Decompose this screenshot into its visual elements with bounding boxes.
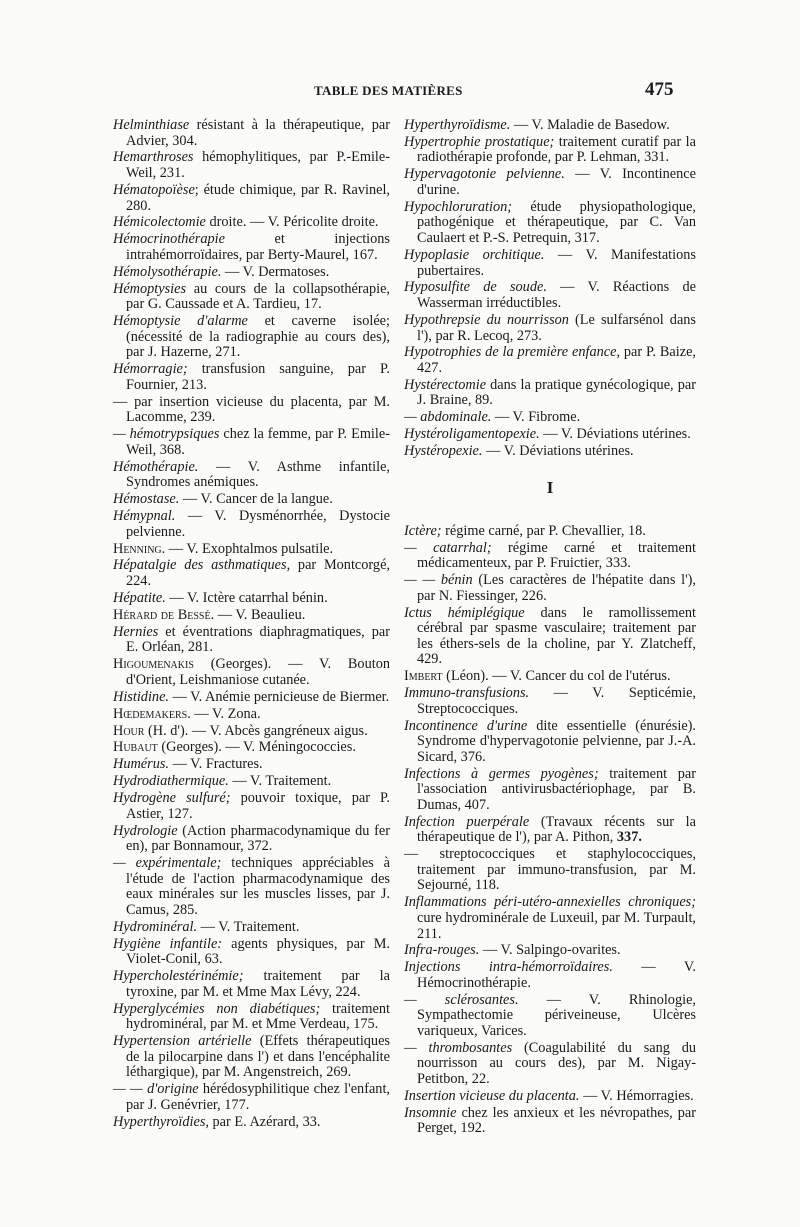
entry-text: cure hydrominérale de Luxeuil, par M. Turpault, 211.: [417, 909, 696, 942]
index-entry: [113, 427, 390, 458]
index-entry: [113, 1115, 390, 1131]
index-entry: [113, 183, 390, 214]
entry-term: Hystérectomie: [404, 376, 487, 393]
entry-term: Ictus hémiplégique: [404, 604, 525, 621]
entry-text: — V. Zona.: [190, 705, 261, 722]
index-entry: [404, 167, 696, 198]
entry-term: Infection puerpérale: [404, 813, 530, 830]
entry-term: Hypoplasie orchitique.: [404, 246, 545, 263]
entry-term: Incontinence d'urine: [404, 717, 528, 734]
index-entry: [404, 280, 696, 311]
index-entry: [113, 558, 390, 589]
entry-term: Hyposulfite de soude.: [404, 279, 547, 296]
index-entry: [113, 215, 390, 231]
entry-text: et injections intrahémorroïdaires, par Berty-Maurel, 167.: [126, 231, 390, 263]
index-entry: [113, 690, 390, 706]
entry-text: (Travaux récents sur la thérapeutique de l'), par A. Pithon,: [417, 813, 696, 846]
entry-term: Hypochloruration;: [404, 198, 513, 215]
entry-text: techniques appréciables à l'étude de l'action pharmacodynamique des eaux minérales sur les muscles lisses, par J. Camus, 285.: [126, 855, 390, 918]
entry-text: chez les anxieux et les névropathes, par Perget, 192.: [417, 1104, 696, 1137]
entry-page-bold: 337.: [616, 829, 642, 846]
entry-term: — sclérosantes.: [404, 991, 519, 1008]
entry-text: dans le ramollissement cérébral par spasme vasculaire; traitement par les éthers-sels de la choline, par Y. Zlatcheff, 429.: [417, 604, 696, 668]
entry-text: et éventrations diaphragmatiques, par E. Orléan, 281.: [126, 623, 390, 656]
entry-text: — V. Ictère catarrhal bénin.: [165, 589, 328, 606]
entry-text: résistant à la thérapeutique, par Advier, 304.: [126, 117, 390, 149]
entry-text: — V. Cancer de la langue.: [179, 491, 333, 508]
entry-text: — V. Traitement.: [197, 918, 300, 935]
entry-term: Hémicolectomie: [113, 214, 206, 231]
entry-term: Hystéroligamentopexie.: [404, 426, 540, 443]
index-entry: [404, 1041, 696, 1088]
index-entry: [404, 895, 696, 942]
entry-text: — V. Réactions de Wasserman irréductibles.: [417, 279, 696, 312]
index-entry: [113, 362, 390, 393]
entry-text: (Action pharmacodynamique du fer en), par Bonnamour, 372.: [126, 822, 390, 855]
left-column: [113, 118, 390, 1132]
index-entry: [113, 608, 390, 624]
entry-text: (Effets thérapeutiques de la pilocarpine dans l') et dans l'encéphalite léthargique), par M. Angenstreich, 269.: [126, 1033, 390, 1081]
entry-text: traitement hydrominéral, par M. et Mme Verdeau, 175.: [126, 1000, 390, 1033]
entry-text: — V. Déviations utérines.: [482, 443, 634, 460]
index-entry: [113, 232, 390, 263]
entry-term: Hour: [113, 722, 145, 739]
index-entry: [404, 378, 696, 409]
entry-text: — V. Maladie de Basedow.: [510, 117, 670, 133]
entry-term: Insertion vicieuse du placenta.: [404, 1087, 580, 1104]
entry-text: transfusion sanguine, par P. Fournier, 213.: [126, 361, 390, 393]
entry-term: Hérard de Bessé.: [113, 606, 215, 623]
entry-text: — V. Fractures.: [169, 756, 263, 773]
index-entry: [404, 993, 696, 1040]
entry-text: — streptococciques et staphylococciques, traitement par immuno-transfusion, par M. Sejourné, 118.: [404, 846, 696, 894]
index-entry: [404, 686, 696, 717]
index-entry: [404, 960, 696, 991]
entry-text: — V. Déviations utérines.: [539, 426, 691, 443]
index-entry: [404, 669, 696, 685]
index-entry: [113, 395, 390, 426]
entry-term: Hygiène infantile:: [113, 935, 223, 952]
entry-term: Hépatite.: [113, 589, 166, 606]
index-entry: [404, 444, 696, 460]
index-entry: [404, 1106, 696, 1137]
entry-term: Hydrodiathermique.: [113, 773, 229, 790]
index-entry: [113, 460, 390, 491]
entry-term: Hœdemakers.: [113, 705, 191, 722]
index-entry: [404, 524, 696, 540]
entry-term: Hubaut: [113, 739, 158, 756]
entry-text: par Montcorgé, 224.: [126, 557, 390, 590]
entry-text: régime carné et traitement médicamenteux, par P. Fruictier, 333.: [417, 539, 696, 572]
index-entry: [404, 541, 696, 572]
entry-text: (Le sulfarsénol dans l'), par R. Lecoq, 273.: [417, 311, 696, 344]
entry-text: — V. Fibrome.: [491, 409, 581, 426]
index-entry: [113, 118, 390, 149]
entry-term: Helminthiase: [113, 117, 190, 133]
entry-text: chez la femme, par P. Emile-Weil, 368.: [126, 426, 390, 458]
entry-term: Hépatalgie des asthmatiques,: [113, 557, 291, 574]
entry-text: agents physiques, par M. Violet-Conil, 63.: [126, 935, 391, 968]
index-entry: [113, 920, 390, 936]
index-entry: [404, 427, 696, 443]
entry-text: (Les caractères de l'hépatite dans l'), par N. Fiessinger, 226.: [417, 572, 696, 604]
entry-text: traitement par la tyroxine, par M. et Mme Max Lévy, 224.: [126, 968, 390, 1000]
entry-term: Infections à germes pyogènes;: [404, 765, 599, 782]
entry-term: Ictère;: [404, 522, 442, 539]
entry-term: Hernies: [113, 623, 159, 640]
entry-text: — V. Dermatoses.: [221, 263, 330, 280]
entry-term: Hydrominéral.: [113, 918, 198, 935]
index-entry: [113, 591, 390, 607]
entry-term: Hématopoïèse: [113, 181, 195, 198]
entry-text: — V. Beaulieu.: [214, 606, 306, 623]
index-entry: [404, 767, 696, 814]
entry-term: Hypervagotonie pelvienne.: [404, 166, 565, 183]
index-entry: [113, 724, 390, 740]
entry-term: Hyperthyroïdisme.: [404, 117, 511, 133]
index-entry: [113, 492, 390, 508]
entry-text: et caverne isolée; (nécessité de la radiographie au cours des), par J. Hazerne, 271.: [126, 313, 390, 361]
entry-text: ; étude chimique, par R. Ravinel, 280.: [126, 181, 390, 214]
entry-text: hérédosyphilitique chez l'enfant, par J. Genévrier, 177.: [126, 1081, 390, 1113]
index-entry: [113, 265, 390, 281]
entry-term: Hyperthyroïdies,: [113, 1113, 209, 1130]
entry-term: Hémoptysie d'alarme: [113, 313, 248, 330]
entry-term: Humérus.: [113, 756, 169, 773]
entry-term: Hydrogène sulfuré;: [113, 790, 231, 807]
index-entry: [113, 937, 390, 968]
entry-text: — V. Hémocrinothérapie.: [417, 959, 696, 991]
entry-term: Hémolysothérapie.: [113, 263, 222, 280]
entry-term: Hypertrophie prostatique;: [404, 133, 555, 150]
entry-text: — V. Anémie pernicieuse de Biermer.: [169, 688, 390, 705]
page-number: 475: [645, 79, 674, 100]
entry-text: — V. Manifestations pubertaires.: [417, 246, 696, 279]
entry-text: hémophylitiques, par P.-Emile-Weil, 231.: [126, 149, 390, 182]
entry-text: par P. Baize, 427.: [417, 344, 696, 376]
entry-text: pouvoir toxique, par P. Astier, 127.: [126, 790, 390, 822]
entry-term: Inflammations péri-utéro-annexielles chroniques;: [404, 894, 696, 911]
index-entry: [404, 135, 696, 166]
right-column-h-entries: [404, 118, 696, 460]
entry-text: traitement par l'association antivirusbactériophage, par B. Dumas, 407.: [417, 765, 697, 813]
entry-term: — hémotrypsiques: [113, 426, 220, 443]
index-entry: [404, 573, 696, 604]
entry-term: — catarrhal;: [404, 539, 492, 556]
entry-term: Hypotrophies de la première enfance,: [404, 344, 621, 361]
index-entry: [113, 791, 390, 822]
entry-term: Hydrologie: [113, 822, 178, 839]
running-head-title: TABLE DES MATIÈRES: [314, 83, 463, 98]
entry-text: (Léon). — V. Cancer du col de l'utérus.: [442, 668, 671, 685]
entry-term: Hypertension artérielle: [113, 1033, 252, 1050]
index-entry: [113, 1002, 390, 1033]
index-entry: [113, 282, 390, 313]
entry-text: (H. d'). — V. Abcès gangréneux aigus.: [144, 722, 368, 739]
index-entry: [113, 856, 390, 918]
entry-term: Hemarthroses: [113, 149, 194, 166]
entry-term: Hyperglycémies non diabétiques;: [113, 1000, 321, 1017]
entry-term: Insomnie: [404, 1104, 457, 1121]
entry-term: Immuno-transfusions.: [404, 685, 530, 702]
entry-term: Hystéropexie.: [404, 443, 483, 460]
entry-term: Histidine.: [113, 688, 169, 705]
index-entry: [113, 1034, 390, 1081]
index-entry: [113, 150, 390, 181]
index-entry: [404, 1089, 696, 1105]
index-entry: [404, 847, 696, 894]
entry-text: dite essentielle (énurésie). Syndrome d'hypervagotonie pelvienne, par J.-A. Sicard, 376.: [417, 717, 696, 765]
index-entry: [113, 314, 390, 361]
index-entry: [404, 313, 696, 344]
entry-text: — V. Asthme infantile, Syndromes anémiques.: [126, 458, 390, 491]
entry-term: Hypothrepsie du nourrisson: [404, 311, 569, 328]
index-entry: [404, 606, 696, 668]
index-entry: [113, 542, 390, 558]
index-entry: [404, 815, 696, 846]
entry-text: traitement curatif par la radiothérapie profonde, par P. Lehman, 331.: [417, 133, 696, 166]
index-entry: [404, 118, 696, 134]
entry-text: — V. Hémorragies.: [579, 1087, 694, 1104]
index-entry: [113, 707, 390, 723]
index-entry: [404, 410, 696, 426]
entry-text: régime carné, par P. Chevallier, 18.: [441, 522, 646, 539]
entry-term: Injections intra-hémorroïdaires.: [404, 959, 613, 976]
index-entry: [113, 757, 390, 773]
index-entry: [404, 248, 696, 279]
entry-term: Higoumenakis: [113, 656, 194, 673]
entry-term: Infra-rouges.: [404, 942, 480, 959]
entry-text: dans la pratique gynécologique, par J. Braine, 89.: [417, 376, 696, 409]
entry-text: par E. Azérard, 33.: [208, 1113, 321, 1130]
entry-term: — — bénin: [404, 572, 473, 589]
entry-text: (Georges). — V. Méningococcies.: [157, 739, 356, 756]
index-entry: [113, 1082, 390, 1113]
entry-text: (Georges). — V. Bouton d'Orient, Leishmaniose cutanée.: [126, 656, 390, 688]
index-entry: [404, 943, 696, 959]
entry-text: — V. Septicémie, Streptococciques.: [417, 685, 696, 717]
entry-term: — abdominale.: [404, 409, 492, 426]
section-letter: I: [546, 477, 554, 497]
index-entry: [404, 345, 696, 376]
entry-term: Hémothérapie.: [113, 458, 199, 475]
entry-term: Hémypnal.: [113, 508, 176, 525]
running-head: [0, 81, 800, 105]
entry-term: Imbert: [404, 668, 443, 685]
index-entry: [113, 509, 390, 540]
right-column-i-entries: [404, 524, 696, 1137]
entry-text: — V. Exophtalmos pulsatile.: [165, 540, 334, 557]
right-column: [404, 118, 696, 1138]
entry-term: Hémostase.: [113, 491, 180, 508]
entry-term: Hémorragie;: [113, 361, 188, 378]
index-entry: [404, 200, 696, 247]
entry-text: droite. — V. Péricolite droite.: [205, 214, 379, 231]
entry-term: Hémoptysies: [113, 280, 187, 297]
index-entry: [113, 740, 390, 756]
index-entry: [113, 774, 390, 790]
entry-text: — V. Rhinologie, Sympathectomie périveineuse, Ulcères variqueux, Varices.: [417, 991, 696, 1039]
entry-text: — V. Dysménorrhée, Dystocie pelvienne.: [126, 508, 390, 540]
entry-term: Henning.: [113, 540, 166, 557]
entry-text: — V. Traitement.: [228, 773, 332, 790]
entry-term: Hémocrinothérapie: [113, 231, 225, 248]
entry-text: — V. Salpingo-ovarites.: [479, 942, 621, 959]
index-entry: [113, 824, 390, 855]
index-entry: [113, 657, 390, 688]
entry-text: au cours de la collapsothérapie, par G. Caussade et A. Tardieu, 17.: [126, 280, 390, 313]
index-entry: [113, 625, 390, 656]
entry-term: Hypercholestérinémie;: [113, 968, 244, 985]
entry-term: — — d'origine: [113, 1081, 199, 1098]
entry-text: — par insertion vicieuse du placenta, par M. Lacomme, 239.: [113, 393, 390, 426]
index-entry: [404, 719, 696, 766]
index-entry: [113, 969, 390, 1000]
entry-term: — expérimentale;: [113, 855, 222, 872]
entry-text: (Coagulabilité du sang du nourrisson au cours des), par M. Nigay-Petitbon, 22.: [417, 1039, 696, 1088]
entry-text: étude physiopathologique, pathogénique et thérapeutique, par C. Van Caulaert et P.-S. Petrequin, 317.: [417, 198, 696, 247]
entry-text: — V. Incontinence d'urine.: [417, 166, 696, 198]
entry-term: — thrombosantes: [404, 1039, 513, 1056]
